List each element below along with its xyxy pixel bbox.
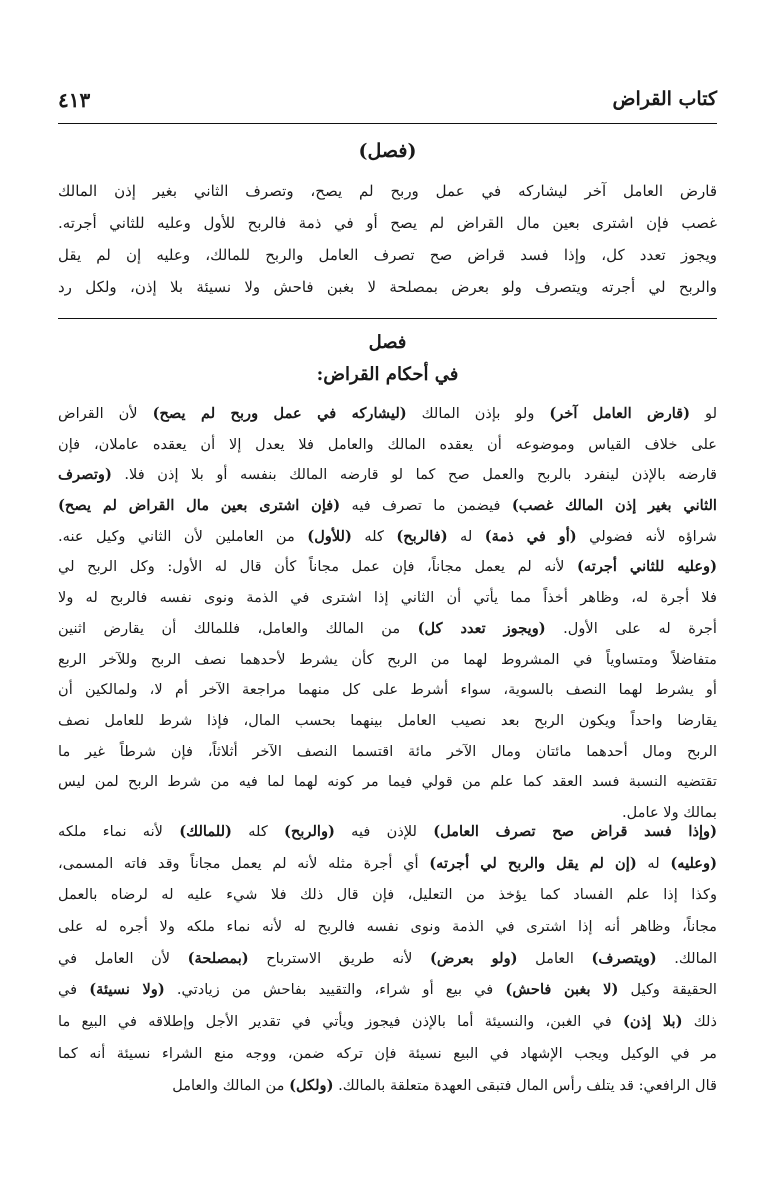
commentary-line bbox=[58, 767, 717, 798]
commentary-line bbox=[58, 943, 717, 975]
commentary-line bbox=[58, 1006, 717, 1038]
matn-line: غصب فإن اشترى بعين مال القراض لم يصح أو في ذمة فالربح للأول وعليه للثاني أجرته. bbox=[58, 214, 717, 232]
commentary-text: شراؤه لأنه فضولي bbox=[576, 527, 717, 545]
commentary-line bbox=[58, 1070, 717, 1102]
commentary-text: الربح ومال أحدهما مائتان ومال الآخر مائة اقتسما النصف الآخر أثلاثاً، فإن شرطاً غير ما bbox=[58, 742, 717, 760]
commentary-paragraph-1 bbox=[58, 399, 717, 829]
quoted-matn-text: (ولا نسيئة) bbox=[89, 981, 165, 999]
commentary-text: له bbox=[636, 854, 671, 872]
commentary-text: مر في الوكيل ويجب الإشهاد في البيع نسيئة فإن تركه ضمن، ووجه منع الشراء نسيئة أنه كما bbox=[58, 1044, 717, 1062]
quoted-matn-text: (قارض العامل آخر) bbox=[549, 405, 691, 422]
quoted-matn-text: (أو في ذمة) bbox=[484, 527, 577, 545]
commentary-text: لأن العامل في bbox=[58, 949, 188, 967]
commentary-text: مجاناً، وظاهر أنه إذا اشترى في الذمة ونوى نفسه فالربح له لأنه نماء ملكه ولا أجره له على bbox=[58, 918, 717, 936]
commentary-text: كله bbox=[231, 823, 285, 840]
commentary-line bbox=[58, 491, 717, 522]
quoted-matn-text: (ويجوز تعدد كل) bbox=[417, 619, 546, 637]
quoted-matn-text: (والربح) bbox=[284, 823, 335, 840]
commentary-line bbox=[58, 460, 717, 491]
commentary-text: ذلك bbox=[682, 1013, 717, 1031]
commentary-text: وكذا إذا علم الفساد كما يؤخذ من التعليل، فإن قال ذلك فلا شيء عليه له لرضاه بالعمل bbox=[58, 886, 717, 904]
commentary-text: في الغبن، والنسيئة أما بالإذن فيجوز ويأتي في تقدير الأجل وإطلاقه في البيع ما bbox=[58, 1013, 623, 1031]
page-header bbox=[58, 84, 717, 120]
commentary-text: متفاضلاً ومتساوياً في المشروط لهما من الربح كأن يشرط لأحدهما نصف الربح وللآخر الربع bbox=[58, 650, 717, 668]
commentary-line bbox=[58, 816, 717, 848]
matn-line: ويجوز تعدد كل، وإذا فسد قراض صح تصرف العامل والربح للمالك، وعليه إن لم يقل bbox=[58, 246, 717, 264]
quoted-matn-text: (للمالك) bbox=[179, 823, 232, 840]
commentary-line bbox=[58, 848, 717, 880]
commentary-text: المالك. bbox=[656, 949, 717, 967]
commentary-line bbox=[58, 706, 717, 737]
commentary-line bbox=[58, 522, 717, 553]
commentary-text: أجرة له على الأول. bbox=[545, 619, 717, 637]
commentary-text: فلا أجرة له، وظاهر أخذاً مما يأتي أن الثاني إذا اشترى في الذمة ونوى نفسه فالربح له ولا bbox=[58, 589, 717, 607]
commentary-line bbox=[58, 879, 717, 911]
commentary-text: بمالك ولا عامل. bbox=[621, 803, 717, 821]
quoted-matn-text: الثاني بغير إذن المالك غصب) bbox=[511, 497, 717, 515]
quoted-matn-text: (ولو بعرض) bbox=[429, 949, 518, 967]
commentary-line bbox=[58, 1038, 717, 1070]
quoted-matn-text: (ليشاركه في عمل وربح لم يصح) bbox=[152, 405, 407, 422]
commentary-text: قارضه بالإذن لينفرد بالربح والعمل صح كما لو قارضه المالك بنفسه أو بلا إذن فلا. bbox=[111, 466, 717, 484]
commentary-text: من العاملين لأن الثاني وكيل عنه. bbox=[58, 527, 308, 545]
commentary-text: لو bbox=[690, 405, 717, 422]
commentary-text: قال الرافعي: قد يتلف رأس المال فتبقى العهدة متعلقة بالمالك. bbox=[333, 1076, 717, 1094]
commentary-text: أو يشرط لهما النصف بالسوية، سواء أشرط على كل منهما مراجعة الآخر أم لا، ولمالكين أن bbox=[58, 681, 717, 699]
matn-text bbox=[58, 175, 717, 303]
quoted-matn-text: (بلا إذن) bbox=[622, 1013, 683, 1031]
commentary-text: من المالك والعامل، فللمالك أن يقارض اثنين bbox=[58, 619, 418, 637]
commentary-text: أي أجرة مثله لأنه لم يعمل مجاناً وقد فاته المسمى، bbox=[58, 854, 430, 872]
quoted-matn-text: (وتصرف bbox=[58, 466, 112, 484]
sharh-heading: فصل bbox=[368, 332, 407, 353]
quoted-matn-text: (بمصلحة) bbox=[187, 949, 249, 967]
matn-line: والربح لي أجرته ويتصرف ولو بعرض بمصلحة لا بغبن فاحش ولا نسيئة بلا إذن، ولكل رد bbox=[58, 278, 717, 296]
commentary-text: فيضمن ما تصرف فيه bbox=[340, 497, 512, 515]
commentary-line bbox=[58, 614, 717, 645]
commentary-text: لأنه طريق الاسترباح bbox=[248, 949, 430, 967]
commentary-text: له bbox=[447, 527, 485, 545]
commentary-text: في bbox=[58, 981, 90, 999]
commentary-text: في بيع أو شراء، والتقييد بفاحش من زيادتي. bbox=[164, 981, 506, 999]
matn-heading: (فصل) bbox=[358, 140, 417, 162]
book-title: كتاب القراض bbox=[612, 88, 717, 110]
page-number: ٤١٣ bbox=[58, 88, 91, 112]
matn-line: قارض العامل آخر ليشاركه في عمل وربح لم يصح، وتصرف الثاني بغير إذن المالك bbox=[58, 182, 717, 200]
commentary-line bbox=[58, 737, 717, 768]
header-rule bbox=[58, 123, 717, 124]
quoted-matn-text: (وعليه للثاني أجرته) bbox=[577, 558, 717, 576]
quoted-matn-text: (للأول) bbox=[307, 527, 352, 545]
commentary-text: للإذن فيه bbox=[334, 823, 434, 840]
commentary-line bbox=[58, 911, 717, 943]
commentary-text: يقارضا واحداً ويكون الربح بعد نصيب العامل بينهما بحسب المال، فإذا شرط للعامل نصف bbox=[58, 711, 717, 729]
commentary-text: لأن القراض bbox=[58, 405, 153, 422]
commentary-text: ولو بإذن المالك bbox=[406, 405, 550, 422]
commentary-line bbox=[58, 399, 717, 430]
quoted-matn-text: (إن لم يقل والربح لي أجرته) bbox=[429, 854, 637, 872]
commentary-text: على خلاف القياس وموضوعه أن يعقده المالك والعامل فلا يعدل إلا أن يعقده عاملان، فإن bbox=[58, 435, 717, 453]
quoted-matn-text: (ولكل) bbox=[289, 1076, 334, 1094]
quoted-matn-text: (ويتصرف) bbox=[591, 949, 657, 967]
commentary-line bbox=[58, 974, 717, 1006]
commentary-text: لأنه نماء ملكه bbox=[58, 823, 180, 840]
quoted-matn-text: (فالربح) bbox=[396, 527, 448, 545]
quoted-matn-text: (وإذا فسد قراض صح تصرف العامل) bbox=[433, 823, 717, 840]
commentary-line bbox=[58, 675, 717, 706]
commentary-line bbox=[58, 583, 717, 614]
commentary-text: تقتضيه النسبة فسد العقد كما علم من قولي فيما مر كونه لهما لما فيه من شرط الربح لمن ليس bbox=[58, 773, 717, 791]
commentary-text: الحقيقة وكيل bbox=[618, 981, 717, 999]
commentary-line bbox=[58, 430, 717, 461]
quoted-matn-text: (لا بغبن فاحش) bbox=[505, 981, 619, 999]
commentary-text: كله bbox=[351, 527, 397, 545]
commentary-line bbox=[58, 552, 717, 583]
sharh-subheading: في أحكام القراض: bbox=[316, 364, 459, 385]
section-divider bbox=[58, 318, 717, 319]
commentary-text: من المالك والعامل bbox=[172, 1076, 290, 1094]
commentary-text: لأنه لم يعمل مجاناً، فإن عمل مجاناً كأن قال له الأول: وكل الربح لي bbox=[58, 558, 578, 576]
commentary-paragraph-2 bbox=[58, 816, 717, 1101]
commentary-line bbox=[58, 645, 717, 676]
quoted-matn-text: (وعليه) bbox=[670, 854, 717, 872]
commentary-text: العامل bbox=[517, 949, 592, 967]
quoted-matn-text: (فإن اشترى بعين مال القراض لم يصح) bbox=[58, 497, 341, 515]
